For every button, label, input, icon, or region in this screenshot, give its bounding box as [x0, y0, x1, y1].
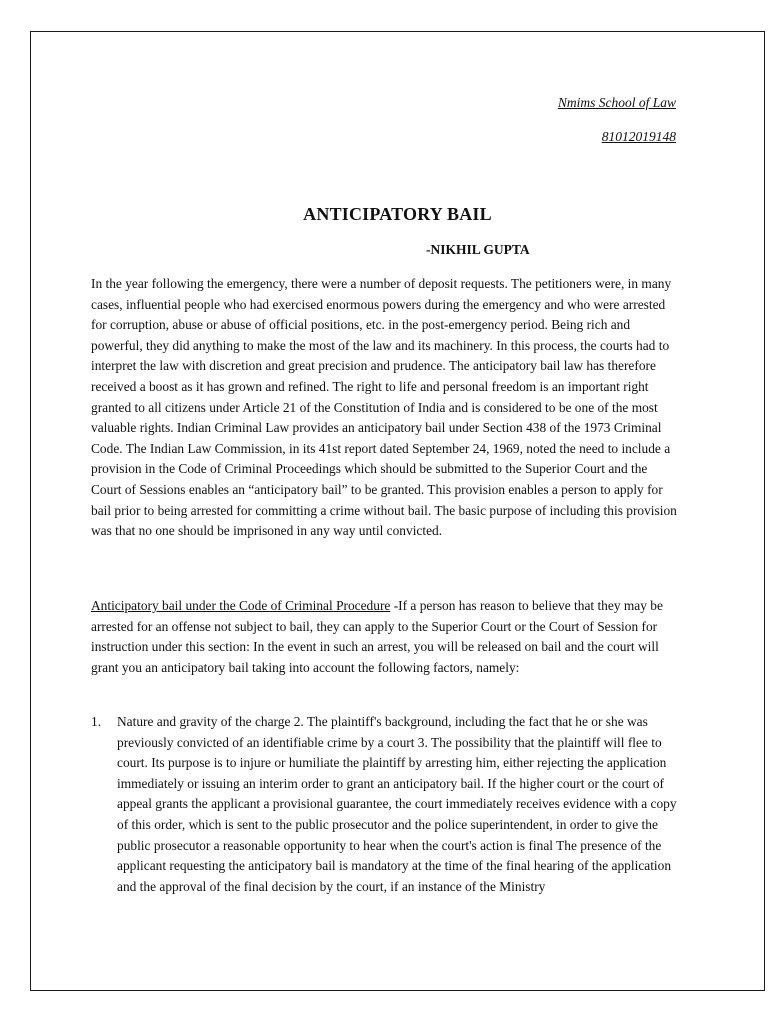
- factors-list: [91, 712, 681, 897]
- list-item-number: 1.: [91, 714, 102, 729]
- section-heading: Anticipatory bail under the Code of Criminal Procedure: [91, 598, 391, 613]
- paragraph-intro: In the year following the emergency, there were a number of deposit requests. The petitioners were, in many cases, influential people who had exercised enormous powers during the emergency and who were arrested for corruption, abuse or abuse of official positions, etc. in the post-emergency period. Being rich and powerful, they did anything to make the most of the law and its machinery. In this process, the courts had to interpret the law with discretion and great precision and prudence. The anticipatory bail law has therefore received a boost as it has grown and refined. The right to life and personal freedom is an important right granted to all citizens under Article 21 of the Constitution of India and is considered to be one of the most valuable rights. Indian Criminal Law provides an anticipatory bail under Section 438 of the 1973 Criminal Code. The Indian Law Commission, in its 41st report dated September 24, 1969, noted the need to include a provision in the Code of Criminal Proceedings which should be submitted to the Superior Court and the Court of Sessions enables an “anticipatory bail” to be granted. This provision enables a person to apply for bail prior to being arrested for committing a crime without bail. The basic purpose of including this provision was that no one should be imprisoned in any way until convicted.: [91, 276, 677, 539]
- document-title: ANTICIPATORY BAIL: [303, 204, 492, 224]
- id-number: 81012019148: [601, 129, 676, 144]
- section-body: -If a person has reason to believe that they may be arrested for an offense not subject to bail, they can apply to the Superior Court or the Court of Session for instruction under this section: In the event in such an arrest, you will be released on bail and the court will grant you an anticipatory bail taking into account the following factors, namely:: [91, 598, 663, 675]
- document-page: [30, 31, 765, 991]
- author-name: -NIKHIL GUPTA: [426, 242, 530, 257]
- school-name: Nmims School of Law: [557, 95, 676, 110]
- list-item: Nature and gravity of the charge 2. The plaintiff's background, including the fact that he or she was previously convicted of an identifiable crime by a court 3. The possibility that the plaintiff will flee to court. Its purpose is to injure or humiliate the plaintiff by arresting him, either rejecting the application immediately or issuing an interim order to grant an anticipatory bail. If the higher court or the court of appeal grants the applicant a provisional guarantee, the court immediately receives evidence with a copy of this order, which is sent to the public prosecutor and the police superintendent, in order to give the public prosecutor a reasonable opportunity to hear when the court's action is final The presence of the applicant requesting the anticipatory bail is mandatory at the time of the final hearing of the application and the approval of the final decision by the court, if an instance of the Ministry: [117, 714, 677, 894]
- paragraph-crpc: [91, 596, 681, 678]
